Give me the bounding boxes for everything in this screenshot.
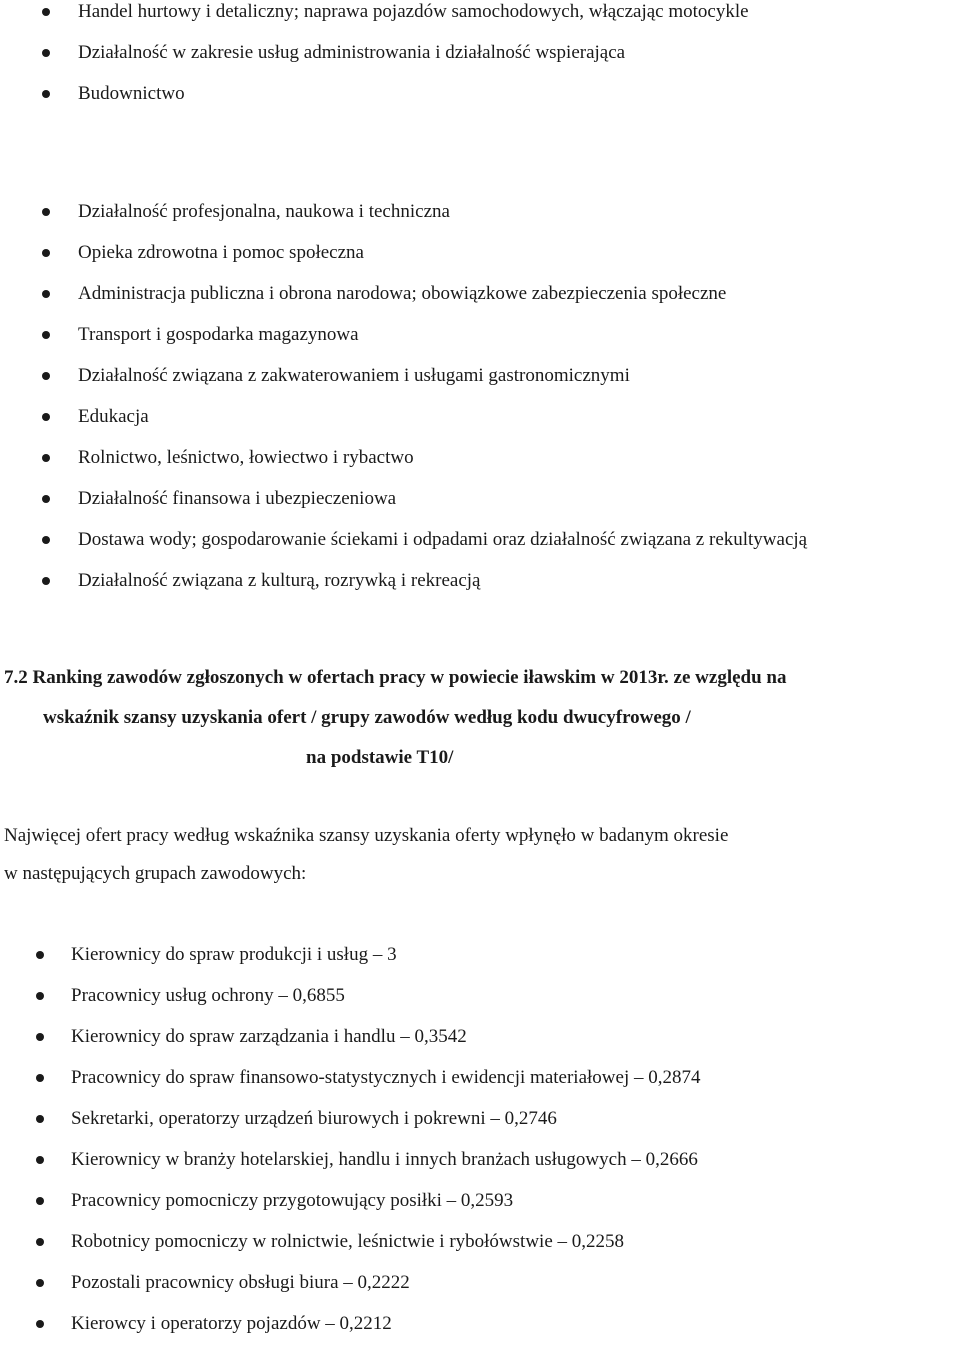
list-item-text: Edukacja <box>78 406 149 427</box>
bullet-icon <box>42 8 50 16</box>
bullet-icon <box>42 249 50 257</box>
list-item-text: Pracownicy pomocniczy przygotowujący posiłki – 0,2593 <box>71 1190 514 1211</box>
list-item-text: Pozostali pracownicy obsługi biura – 0,2222 <box>71 1272 410 1293</box>
list-item-text: Rolnictwo, leśnictwo, łowiectwo i rybactwo <box>78 447 414 468</box>
list-item-text: Administracja publiczna i obrona narodowa; obowiązkowe zabezpieczenia społeczne <box>78 283 727 304</box>
bullet-icon <box>42 495 50 503</box>
list-item-text: Pracownicy do spraw finansowo-statystycznych i ewidencji materiałowej – 0,2874 <box>71 1067 701 1088</box>
bullet-icon <box>42 413 50 421</box>
bullet-icon <box>36 1156 44 1164</box>
bullet-icon <box>42 372 50 380</box>
list-item-text: Transport i gospodarka magazynowa <box>78 324 359 345</box>
section-heading-continued: wskaźnik szansy uzyskania ofert / grupy zawodów według kodu dwucyfrowego / <box>43 707 691 728</box>
bullet-icon <box>36 1115 44 1123</box>
list-item-text: Opieka zdrowotna i pomoc społeczna <box>78 242 364 263</box>
bullet-icon <box>36 1033 44 1041</box>
bullet-icon <box>36 1320 44 1328</box>
section-heading-source: na podstawie T10/ <box>306 747 454 768</box>
list-item-text: Kierownicy do spraw produkcji i usług – 3 <box>71 944 397 965</box>
bullet-icon <box>36 1197 44 1205</box>
list-item-text: Handel hurtowy i detaliczny; naprawa pojazdów samochodowych, włączając motocykle <box>78 1 749 22</box>
list-item-text: Robotnicy pomocniczy w rolnictwie, leśnictwie i rybołówstwie – 0,2258 <box>71 1231 625 1252</box>
list-item-text: Kierowcy i operatorzy pojazdów – 0,2212 <box>71 1313 392 1334</box>
list-item-text: Działalność związana z zakwaterowaniem i usługami gastronomicznymi <box>78 365 630 386</box>
bullet-icon <box>42 90 50 98</box>
section-heading: 7.2 Ranking zawodów zgłoszonych w ofertach pracy w powiecie iławskim w 2013r. ze względu na <box>4 667 787 688</box>
bullet-icon <box>42 536 50 544</box>
list-item-text: Działalność finansowa i ubezpieczeniowa <box>78 488 397 509</box>
list-item-text: Sekretarki, operatorzy urządzeń biurowych i pokrewni – 0,2746 <box>71 1108 557 1129</box>
intro-paragraph-continued: w następujących grupach zawodowych: <box>4 863 307 884</box>
list-item-text: Budownictwo <box>78 83 185 104</box>
list-item-text: Pracownicy usług ochrony – 0,6855 <box>71 985 345 1006</box>
bullet-icon <box>36 951 44 959</box>
list-item-text: Kierownicy do spraw zarządzania i handlu – 0,3542 <box>71 1026 467 1047</box>
bullet-icon <box>36 1074 44 1082</box>
bullet-icon <box>42 331 50 339</box>
list-item-text: Kierownicy w branży hotelarskiej, handlu i innych branżach usługowych – 0,2666 <box>71 1149 698 1170</box>
list-item-text: Działalność związana z kulturą, rozrywką i rekreacją <box>78 570 481 591</box>
bullet-icon <box>36 1238 44 1246</box>
bullet-icon <box>42 577 50 585</box>
bullet-icon <box>42 49 50 57</box>
bullet-icon <box>42 290 50 298</box>
list-item-text: Działalność w zakresie usług administrowania i działalność wspierająca <box>78 42 626 63</box>
bullet-icon <box>36 992 44 1000</box>
bullet-icon <box>42 208 50 216</box>
bullet-icon <box>36 1279 44 1287</box>
list-item-text: Dostawa wody; gospodarowanie ściekami i odpadami oraz działalność związana z rekultywacją <box>78 529 808 550</box>
intro-paragraph: Najwięcej ofert pracy według wskaźnika szansy uzyskania oferty wpłynęło w badanym okresie <box>4 825 729 846</box>
list-item-text: Działalność profesjonalna, naukowa i techniczna <box>78 201 450 222</box>
bullet-icon <box>42 454 50 462</box>
